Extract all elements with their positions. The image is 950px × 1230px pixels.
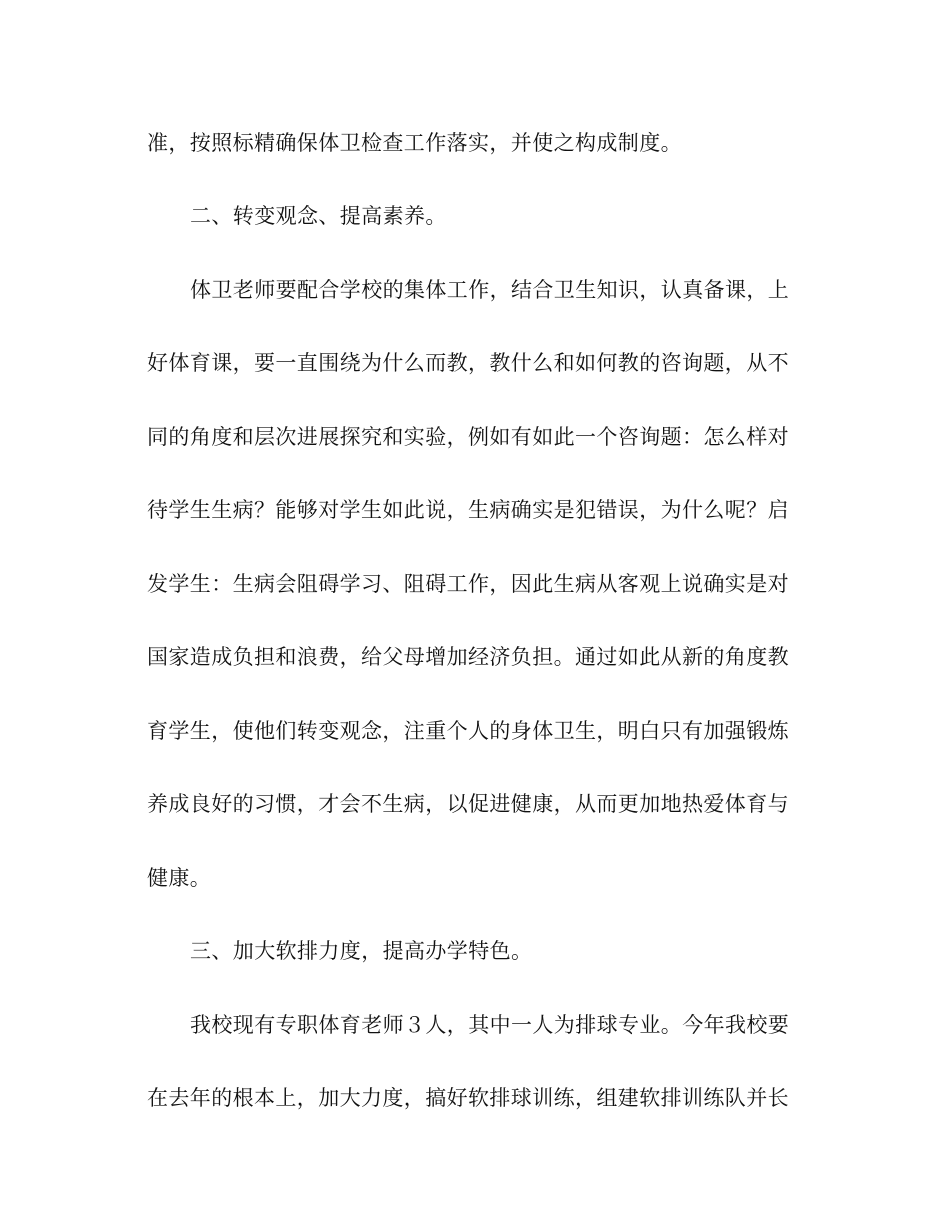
paragraph-line-11: 健康。 <box>147 866 212 890</box>
paragraph-line-1: 准，按照标精确保体卫检查工作落实，并使之构成制度。 <box>147 131 682 155</box>
paragraph-line-8: 国家造成负担和浪费，给父母增加经济负担。通过如此从新的角度教 <box>147 645 789 669</box>
paragraph-line-7: 发学生：生病会阻碍学习、阻碍工作，因此生病从客观上说确实是对 <box>147 572 789 596</box>
paragraph-line-13: 我校现有专职体育老师３人，其中一人为排球专业。今年我校要 <box>190 1013 790 1037</box>
section-heading-2: 二、转变观念、提高素养。 <box>190 204 447 228</box>
paragraph-line-6: 待学生生病？能够对学生如此说，生病确实是犯错误，为什么呢？启 <box>147 498 789 522</box>
paragraph-line-3: 体卫老师要配合学校的集体工作，结合卫生知识，认真备课，上 <box>190 278 790 302</box>
paragraph-line-14: 在去年的根本上，加大力度，搞好软排球训练，组建软排训练队并长 <box>147 1086 789 1110</box>
paragraph-line-4: 好体育课，要一直围绕为什么而教，教什么和如何教的咨询题，从不 <box>147 351 789 375</box>
paragraph-line-10: 养成良好的习惯，才会不生病，以促进健康，从而更加地热爱体育与 <box>147 792 789 816</box>
section-heading-3: 三、加大软排力度，提高办学特色。 <box>190 939 533 963</box>
paragraph-line-5: 同的角度和层次进展探究和实验，例如有如此一个咨询题：怎么样对 <box>147 425 789 449</box>
paragraph-line-9: 育学生，使他们转变观念，注重个人的身体卫生，明白只有加强锻炼 <box>147 719 789 743</box>
